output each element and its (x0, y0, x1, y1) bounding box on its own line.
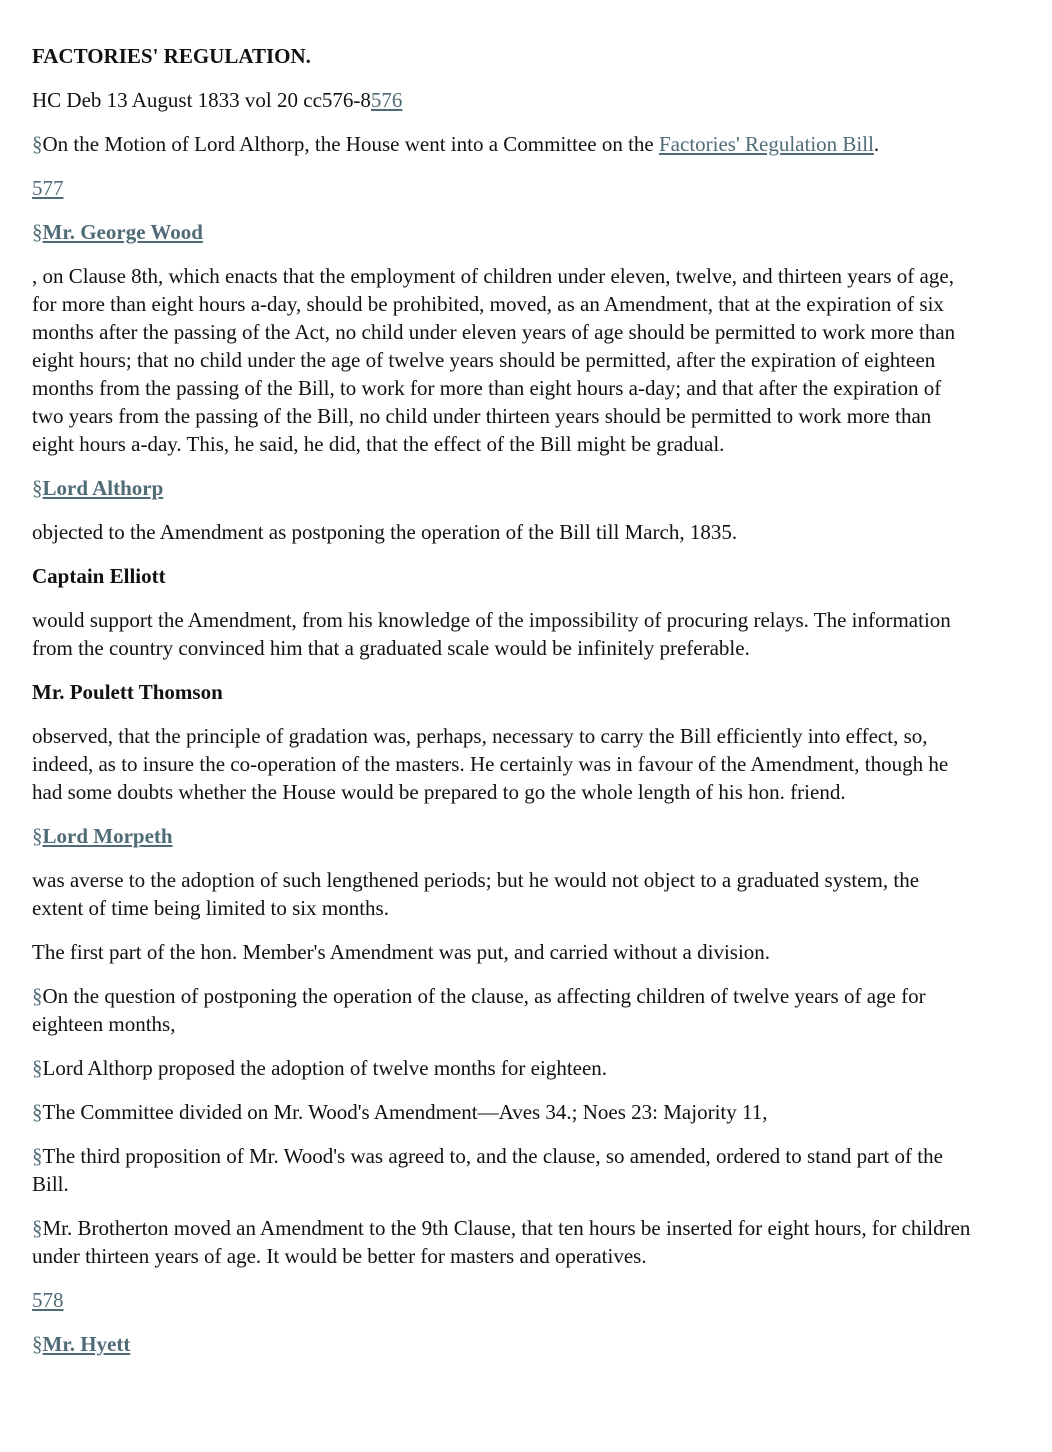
brotherton-paragraph (32, 1214, 972, 1270)
proposed-paragraph (32, 1054, 972, 1082)
third-proposition-text: The third proposition of Mr. Wood's was agreed to, and the clause, so amended, ordered to stand part of the Bill. (32, 1144, 943, 1196)
section-mark: § (32, 1144, 43, 1168)
section-mark: § (32, 1056, 43, 1080)
column-marker-577 (32, 174, 972, 202)
column-link-577[interactable]: 577 (32, 176, 64, 200)
question-text: On the question of postponing the operation of the clause, as affecting children of twelve years of age for eighteen months, (32, 984, 926, 1036)
column-marker-578 (32, 1286, 972, 1314)
third-proposition-paragraph (32, 1142, 972, 1198)
brotherton-text: Mr. Brotherton moved an Amendment to the 9th Clause, that ten hours be inserted for eight hours, for children under thirteen years of age. It would be better for masters and operatives. (32, 1216, 971, 1268)
speaker-link-althorp[interactable]: Lord Althorp (42, 476, 164, 500)
bill-link[interactable]: Factories' Regulation Bill (659, 132, 874, 156)
section-mark: § (32, 220, 43, 244)
section-mark: § (32, 824, 43, 848)
speaker-link-morpeth[interactable]: Lord Morpeth (42, 824, 173, 848)
section-mark: § (32, 1216, 43, 1240)
speaker-link-next[interactable]: Mr. Hyett (42, 1332, 131, 1356)
speaker-heading-thomson: Mr. Poulett Thomson (32, 680, 223, 704)
citation-line (32, 86, 972, 114)
speech-thomson: observed, that the principle of gradation was, perhaps, necessary to carry the Bill efficiently into effect, so, indeed, as to insure the co-operation of the masters. He certainly was in favour of the Amendment, though he had some doubts whether the House would be prepared to go the whole length of his hon. friend. (32, 724, 949, 804)
section-mark: § (32, 984, 43, 1008)
division-paragraph (32, 1098, 972, 1126)
speaker-heading-elliott: Captain Elliott (32, 564, 166, 588)
speech-althorp: objected to the Amendment as postponing the operation of the Bill till March, 1835. (32, 520, 738, 544)
division-text: The Committee divided on Mr. Wood's Amendment—Aves 34.; Noes 23: Majority 11, (42, 1100, 768, 1124)
speech-wood: , on Clause 8th, which enacts that the employment of children under eleven, twelve, and thirteen years of age, for more than eight hours a-day, should be prohibited, moved, as an Amendment, that at the expiration of six months after the passing of the Act, no child under eleven years of age should be permitted to work more than eight hours; that no child under the age of twelve years should be permitted, after the expiration of eighteen months from the passing of the Bill, to work for more than eight hours a-day; and that after the expiration of two years from the passing of the Bill, no child under thirteen years should be permitted to work more than eight hours a-day. This, he said, he did, that the effect of the Bill might be gradual. (32, 264, 956, 456)
section-mark: § (32, 476, 43, 500)
intro-end: . (873, 132, 880, 156)
section-mark: § (32, 1100, 43, 1124)
page-title: FACTORIES' REGULATION. (32, 44, 311, 68)
speech-morpeth: was averse to the adoption of such lengthened periods; but he would not object to a graduated system, the extent of time being limited to six months. (32, 868, 920, 920)
first-part-paragraph: The first part of the hon. Member's Amendment was put, and carried without a division. (32, 940, 771, 964)
column-link-576[interactable]: 576 (370, 88, 403, 112)
speech-elliott: would support the Amendment, from his knowledge of the impossibility of procuring relays. The information from the country convinced him that a graduated scale would be infinitely preferable. (32, 608, 951, 660)
speaker-heading-wood (32, 218, 972, 246)
speaker-heading-morpeth (32, 822, 972, 850)
citation: HC Deb 13 August 1833 vol 20 cc576-8 (32, 88, 371, 112)
column-link-578[interactable]: 578 (32, 1288, 64, 1312)
intro-paragraph (32, 130, 972, 158)
intro-text: On the Motion of Lord Althorp, the House went into a Committee on the (42, 132, 659, 156)
question-paragraph (32, 982, 972, 1038)
section-mark: § (32, 1332, 43, 1356)
speaker-heading-next (32, 1330, 972, 1358)
speaker-link-wood[interactable]: Mr. George Wood (42, 220, 203, 244)
proposed-text: Lord Althorp proposed the adoption of twelve months for eighteen. (42, 1056, 608, 1080)
speaker-heading-althorp (32, 474, 972, 502)
section-mark: § (32, 132, 43, 156)
